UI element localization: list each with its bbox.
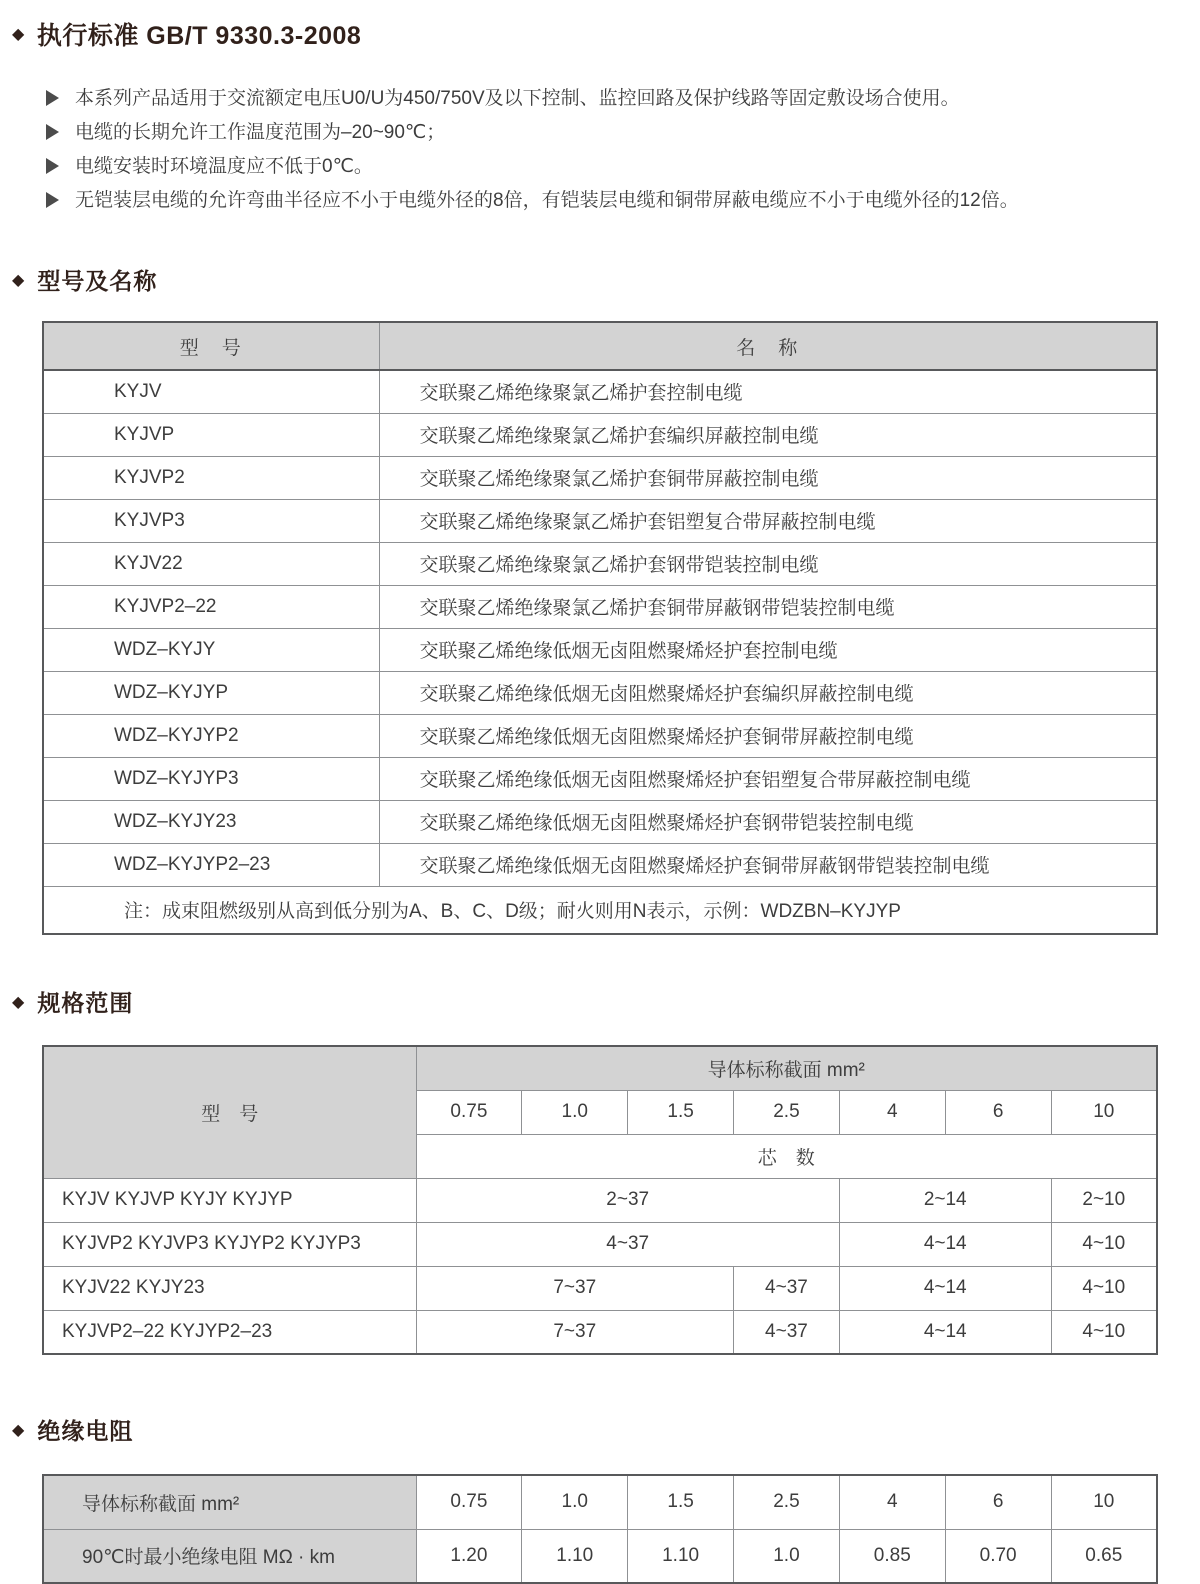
range-cell: 4~14 bbox=[839, 1310, 1051, 1354]
range-cell: 4~37 bbox=[734, 1266, 840, 1310]
range-cell: 4~14 bbox=[839, 1222, 1051, 1266]
table-row bbox=[43, 370, 1157, 413]
name-cell: 交联聚乙烯绝缘聚氯乙烯护套铝塑复合带屏蔽控制电缆 bbox=[379, 499, 1157, 542]
models-section-heading bbox=[12, 263, 1200, 296]
document-page bbox=[0, 16, 1200, 1569]
name-column-header: 名 称 bbox=[379, 322, 1157, 370]
row-label-cell: 导体标称截面 mm² bbox=[43, 1475, 416, 1529]
resistance-cell: 1.10 bbox=[628, 1529, 734, 1583]
resistance-cell: 0.70 bbox=[945, 1529, 1051, 1583]
range-cell: 2~14 bbox=[839, 1178, 1051, 1222]
size-header-cell: 2.5 bbox=[734, 1090, 840, 1134]
name-cell: 交联聚乙烯绝缘低烟无卤阻燃聚烯烃护套铜带屏蔽钢带铠装控制电缆 bbox=[379, 843, 1157, 886]
row-label-cell: 90℃时最小绝缘电阻 MΩ · km bbox=[43, 1529, 416, 1583]
table-row bbox=[43, 1222, 1157, 1266]
model-cell: KYJVP2 KYJVP3 KYJYP2 KYJYP3 bbox=[43, 1222, 416, 1266]
range-cell: 4~10 bbox=[1051, 1222, 1157, 1266]
model-cell: WDZ–KYJYP2–23 bbox=[43, 843, 379, 886]
range-cell: 7~37 bbox=[416, 1266, 734, 1310]
table-row bbox=[43, 413, 1157, 456]
model-column-header: 型 号 bbox=[43, 322, 379, 370]
specs-table bbox=[42, 1045, 1158, 1355]
diamond-icon: ◆ bbox=[12, 26, 25, 43]
model-cell: KYJV KYJVP KYJY KYJYP bbox=[43, 1178, 416, 1222]
size-cell: 1.0 bbox=[522, 1475, 628, 1529]
bullet-item bbox=[46, 156, 1200, 177]
insulation-section-heading bbox=[12, 1413, 1200, 1446]
table-row bbox=[43, 499, 1157, 542]
name-cell: 交联聚乙烯绝缘聚氯乙烯护套钢带铠装控制电缆 bbox=[379, 542, 1157, 585]
range-cell: 4~14 bbox=[839, 1266, 1051, 1310]
range-cell: 2~10 bbox=[1051, 1178, 1157, 1222]
size-cell: 6 bbox=[945, 1475, 1051, 1529]
bullet-item bbox=[46, 88, 1200, 109]
table-row bbox=[43, 800, 1157, 843]
model-cell: KYJVP2–22 bbox=[43, 585, 379, 628]
model-column-header: 型 号 bbox=[43, 1046, 416, 1178]
table-row bbox=[43, 542, 1157, 585]
model-cell: KYJVP3 bbox=[43, 499, 379, 542]
standard-title-heading bbox=[12, 16, 1200, 52]
name-cell: 交联聚乙烯绝缘低烟无卤阻燃聚烯烃护套铜带屏蔽控制电缆 bbox=[379, 714, 1157, 757]
range-cell: 4~37 bbox=[416, 1222, 839, 1266]
table-row bbox=[43, 671, 1157, 714]
name-cell: 交联聚乙烯绝缘低烟无卤阻燃聚烯烃护套控制电缆 bbox=[379, 628, 1157, 671]
models-table bbox=[42, 321, 1158, 935]
table-row bbox=[43, 456, 1157, 499]
bullet-text: 无铠装层电缆的允许弯曲半径应不小于电缆外径的8倍，有铠装层电缆和铜带屏蔽电缆应不小于电缆外径的12倍。 bbox=[75, 190, 1019, 211]
bullet-text: 电缆的长期允许工作温度范围为–20~90℃； bbox=[75, 122, 446, 143]
range-cell: 4~10 bbox=[1051, 1310, 1157, 1354]
size-cell: 1.5 bbox=[628, 1475, 734, 1529]
models-section-title: 型号及名称 bbox=[37, 268, 158, 294]
bullet-item bbox=[46, 122, 1200, 143]
name-cell: 交联聚乙烯绝缘聚氯乙烯护套铜带屏蔽控制电缆 bbox=[379, 456, 1157, 499]
triangle-bullet-icon bbox=[46, 90, 59, 106]
name-cell: 交联聚乙烯绝缘低烟无卤阻燃聚烯烃护套钢带铠装控制电缆 bbox=[379, 800, 1157, 843]
model-cell: KYJV22 bbox=[43, 542, 379, 585]
table-row bbox=[43, 1529, 1157, 1583]
resistance-cell: 1.10 bbox=[522, 1529, 628, 1583]
size-cell: 10 bbox=[1051, 1475, 1157, 1529]
model-cell: KYJVP2–22 KYJYP2–23 bbox=[43, 1310, 416, 1354]
model-cell: WDZ–KYJY bbox=[43, 628, 379, 671]
size-header-cell: 1.5 bbox=[628, 1090, 734, 1134]
name-cell: 交联聚乙烯绝缘聚氯乙烯护套铜带屏蔽钢带铠装控制电缆 bbox=[379, 585, 1157, 628]
table-row bbox=[43, 1266, 1157, 1310]
size-header-cell: 6 bbox=[945, 1090, 1051, 1134]
table-note-row bbox=[43, 886, 1157, 934]
standard-title-text: 执行标准 GB/T 9330.3-2008 bbox=[36, 22, 362, 50]
model-cell: WDZ–KYJYP2 bbox=[43, 714, 379, 757]
bullet-text: 本系列产品适用于交流额定电压U0/U为450/750V及以下控制、监控回路及保护线路等固定敷设场合使用。 bbox=[75, 88, 960, 109]
diamond-icon: ◆ bbox=[12, 271, 26, 289]
table-row bbox=[43, 714, 1157, 757]
model-cell: WDZ–KYJYP bbox=[43, 671, 379, 714]
resistance-cell: 0.85 bbox=[839, 1529, 945, 1583]
range-cell: 4~37 bbox=[734, 1310, 840, 1354]
table-header-row bbox=[43, 322, 1157, 370]
note-cell: 注：成束阻燃级别从高到低分别为A、B、C、D级；耐火则用N表示，示例：WDZBN–KYJYP bbox=[43, 886, 1157, 934]
size-header-cell: 4 bbox=[839, 1090, 945, 1134]
table-header-row bbox=[43, 1046, 1157, 1090]
table-row bbox=[43, 757, 1157, 800]
name-cell: 交联聚乙烯绝缘低烟无卤阻燃聚烯烃护套编织屏蔽控制电缆 bbox=[379, 671, 1157, 714]
specs-section-heading bbox=[12, 985, 1200, 1018]
table-row bbox=[43, 585, 1157, 628]
size-header-cell: 10 bbox=[1051, 1090, 1157, 1134]
name-cell: 交联聚乙烯绝缘聚氯乙烯护套控制电缆 bbox=[379, 370, 1157, 413]
bullet-item bbox=[46, 190, 1200, 211]
size-cell: 4 bbox=[839, 1475, 945, 1529]
intro-bullet-list bbox=[46, 88, 1200, 211]
range-cell: 4~10 bbox=[1051, 1266, 1157, 1310]
diamond-icon: ◆ bbox=[12, 993, 26, 1011]
resistance-cell: 0.65 bbox=[1051, 1529, 1157, 1583]
cores-header-cell: 芯 数 bbox=[416, 1134, 1157, 1178]
conductor-section-header: 导体标称截面 mm² bbox=[416, 1046, 1157, 1090]
name-cell: 交联聚乙烯绝缘聚氯乙烯护套编织屏蔽控制电缆 bbox=[379, 413, 1157, 456]
table-row bbox=[43, 1475, 1157, 1529]
insulation-section-title: 绝缘电阻 bbox=[37, 1418, 134, 1444]
specs-section-title: 规格范围 bbox=[37, 990, 134, 1016]
table-row bbox=[43, 843, 1157, 886]
diamond-icon: ◆ bbox=[12, 1421, 26, 1439]
table-row bbox=[43, 628, 1157, 671]
range-cell: 2~37 bbox=[416, 1178, 839, 1222]
model-cell: WDZ–KYJYP3 bbox=[43, 757, 379, 800]
bullet-text: 电缆安装时环境温度应不低于0℃。 bbox=[75, 156, 373, 177]
resistance-cell: 1.0 bbox=[734, 1529, 840, 1583]
triangle-bullet-icon bbox=[46, 158, 59, 174]
size-cell: 2.5 bbox=[734, 1475, 840, 1529]
table-row bbox=[43, 1310, 1157, 1354]
name-cell: 交联聚乙烯绝缘低烟无卤阻燃聚烯烃护套铝塑复合带屏蔽控制电缆 bbox=[379, 757, 1157, 800]
size-cell: 0.75 bbox=[416, 1475, 522, 1529]
model-cell: KYJVP bbox=[43, 413, 379, 456]
model-cell: KYJVP2 bbox=[43, 456, 379, 499]
model-cell: KYJV22 KYJY23 bbox=[43, 1266, 416, 1310]
insulation-table bbox=[42, 1474, 1158, 1584]
table-row bbox=[43, 1178, 1157, 1222]
triangle-bullet-icon bbox=[46, 192, 59, 208]
range-cell: 7~37 bbox=[416, 1310, 734, 1354]
size-header-cell: 0.75 bbox=[416, 1090, 522, 1134]
triangle-bullet-icon bbox=[46, 124, 59, 140]
model-cell: WDZ–KYJY23 bbox=[43, 800, 379, 843]
resistance-cell: 1.20 bbox=[416, 1529, 522, 1583]
size-header-cell: 1.0 bbox=[522, 1090, 628, 1134]
model-cell: KYJV bbox=[43, 370, 379, 413]
